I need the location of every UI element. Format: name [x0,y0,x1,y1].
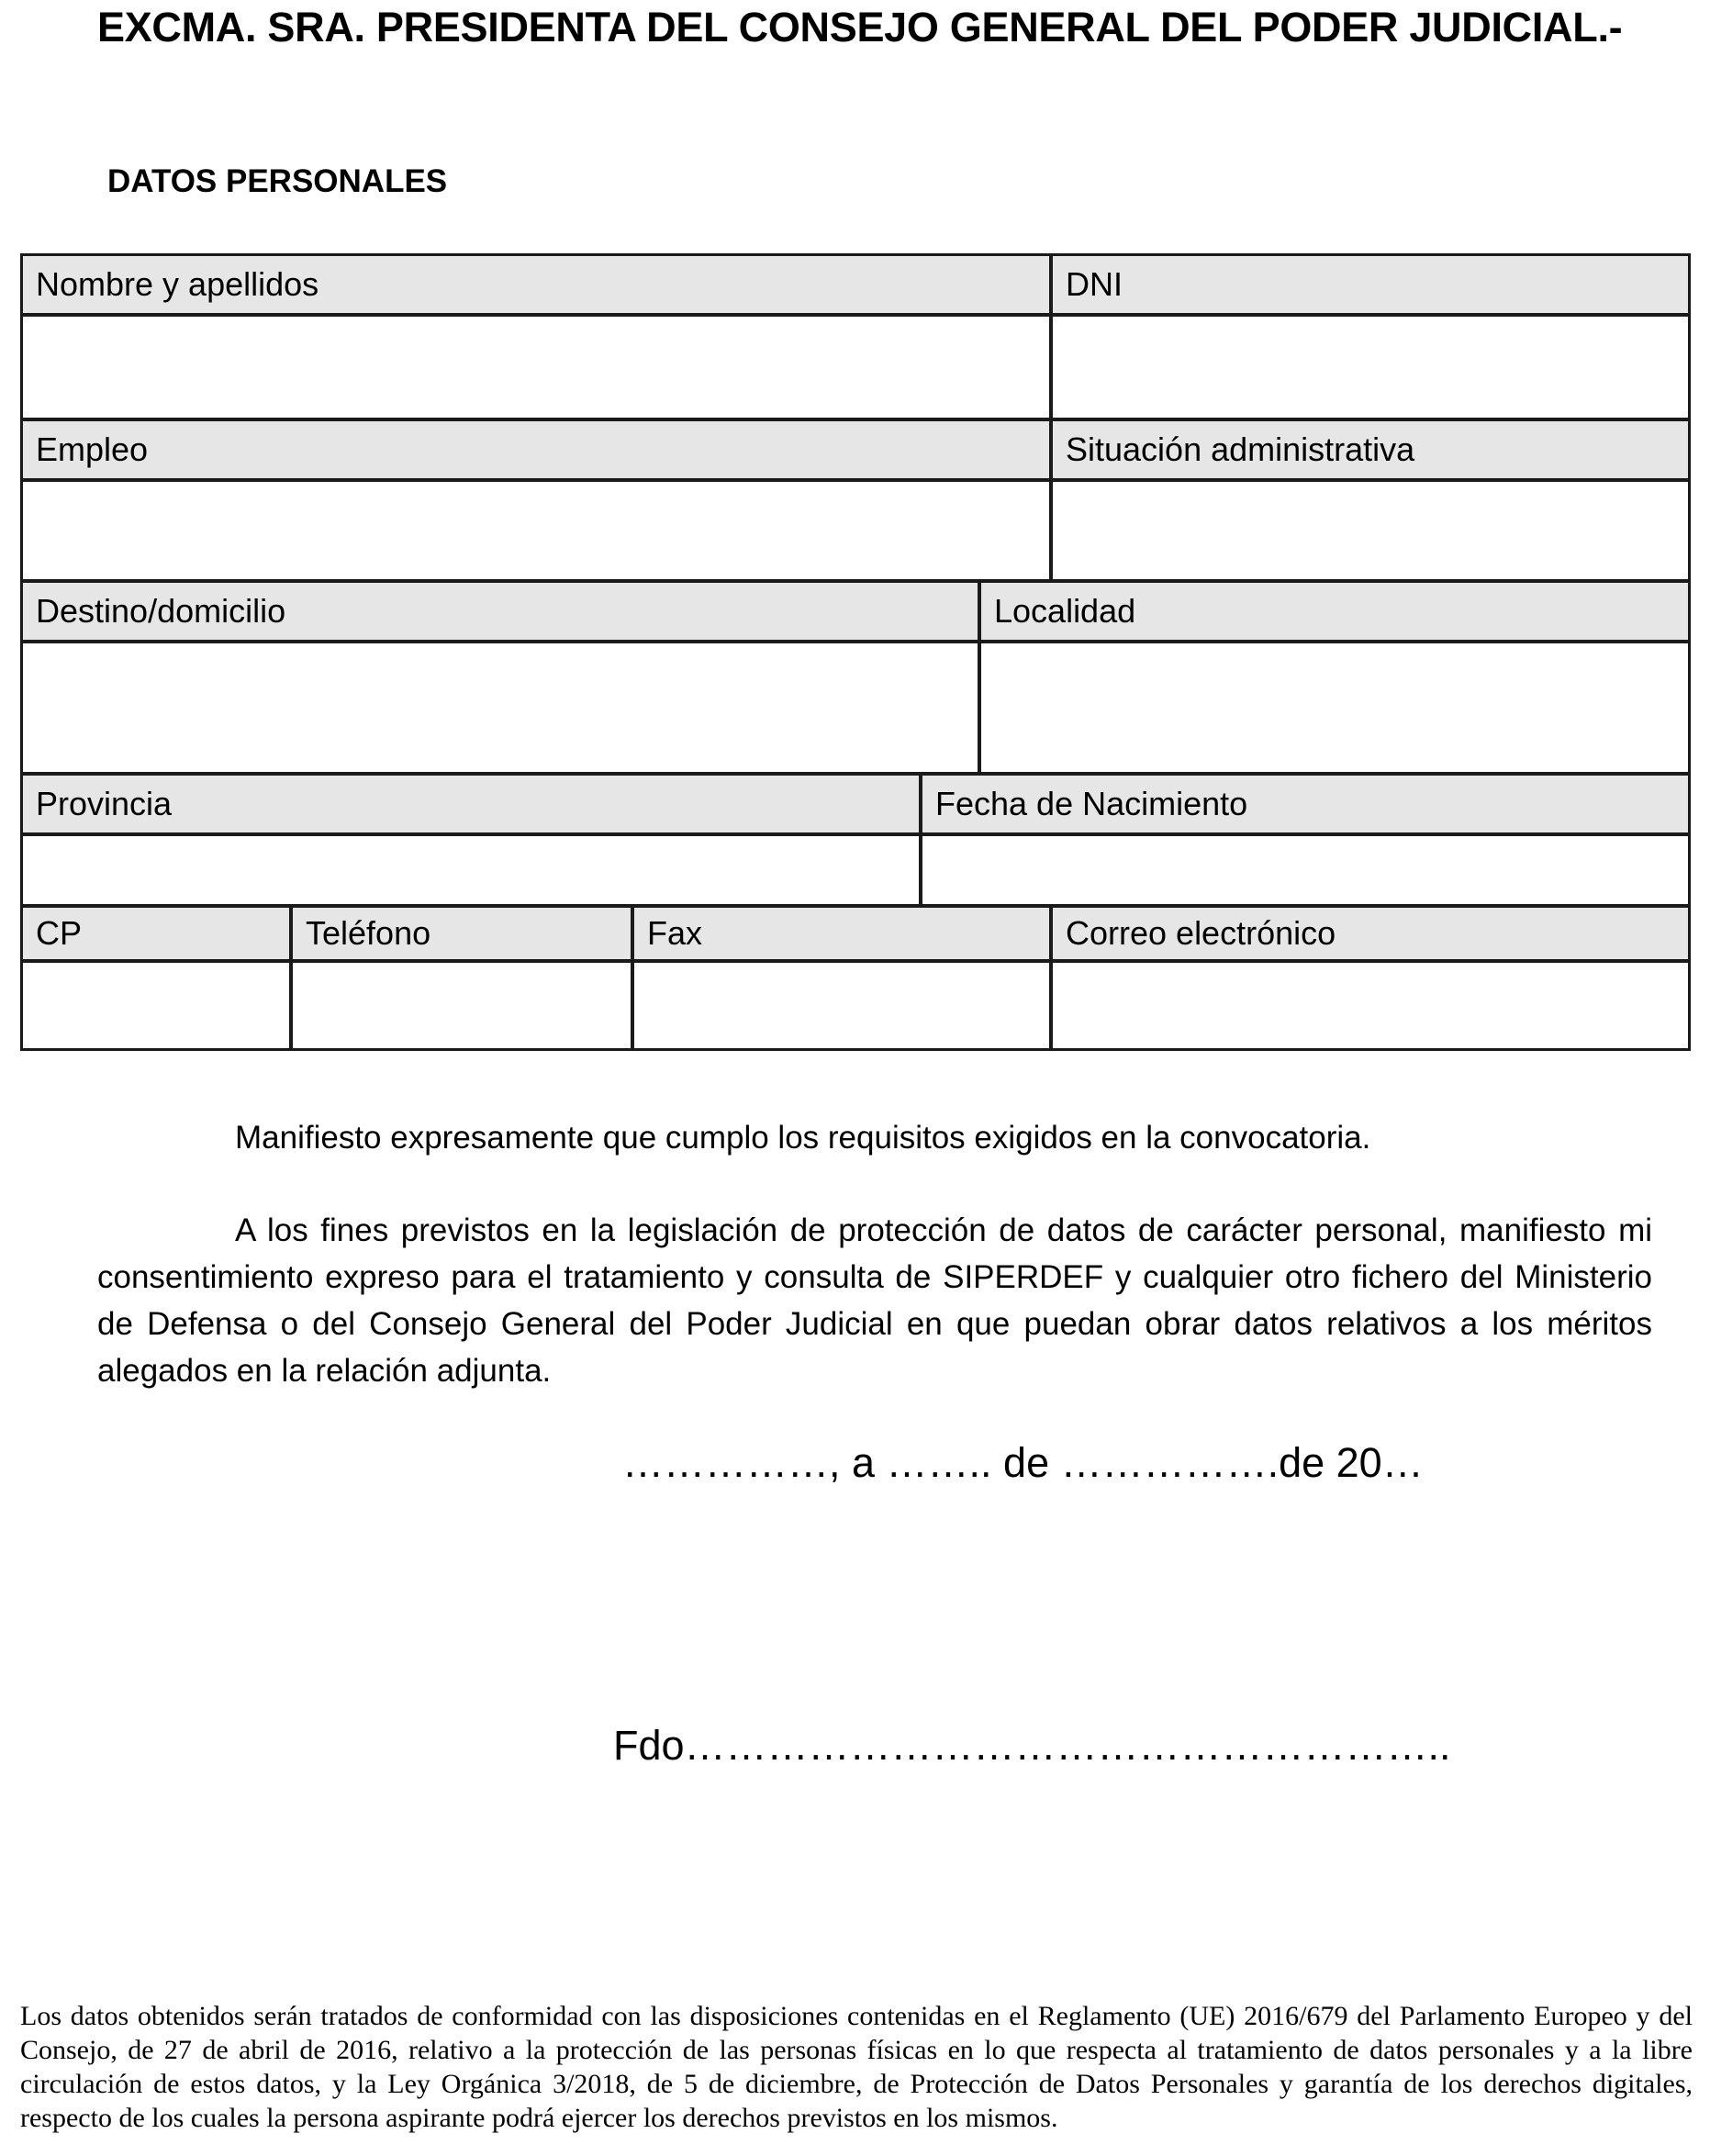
date-line: ……………, a …….. de …………….de 20… [622,1439,1424,1486]
document-title: EXCMA. SRA. PRESIDENTA DEL CONSEJO GENERAL DEL PODER JUDICIAL.- [97,4,1623,50]
fax-label: Fax [632,906,1051,961]
personal-data-form [20,253,1691,1051]
section-title-personal-data: DATOS PERSONALES [107,163,448,199]
telefono-label: Teléfono [291,906,632,961]
correo-label: Correo electrónico [1051,906,1690,961]
legal-notice: Los datos obtenidos serán tratados de conformidad con las disposiciones contenidas en el Reglamento (UE) 2016/679 del Parlamento Europeo y del Consejo, de 27 de abril de 2016, relativo a la protección de las personas físicas en lo que respecta al tratamiento de datos personales y a la libre circulación de estos datos, y la Ley Orgánica 3/2018, de 5 de diciembre, de Protección de Datos Personales y garantía de los derechos digitales, respecto de los cuales la persona aspirante podrá ejercer los derechos previstos en los mismos. [20,2001,1693,2133]
signature-line: Fdo……………………………………………….. [613,1722,1451,1769]
consent-statement: A los fines previstos en la legislación de protección de datos de carácter personal, manifiesto mi consentimiento expreso para el tratamiento y consulta de SIPERDEF y cualquier otro fichero del Ministerio de Defensa o del Consejo General del Poder Judicial en que puedan obrar datos relativos a los méritos alegados en la relación adjunta. [97,1212,1652,1389]
provincia-field[interactable] [21,834,921,906]
localidad-field[interactable] [979,642,1690,774]
requirements-statement: Manifiesto expresamente que cumplo los requisitos exigidos en la convocatoria. [235,1120,1371,1156]
destino-label: Destino/domicilio [21,581,979,642]
nombre-label: Nombre y apellidos [21,254,1051,315]
fecha-nacimiento-label: Fecha de Nacimiento [921,774,1690,834]
empleo-label: Empleo [21,419,1051,480]
situacion-label: Situación administrativa [1051,419,1690,480]
nombre-field[interactable] [21,315,1051,419]
correo-field[interactable] [1051,961,1690,1050]
destino-field[interactable] [21,642,979,774]
situacion-field[interactable] [1051,480,1690,581]
localidad-label: Localidad [979,581,1690,642]
fax-field[interactable] [632,961,1051,1050]
cp-field[interactable] [21,961,291,1050]
dni-field[interactable] [1051,315,1690,419]
fecha-nacimiento-field[interactable] [921,834,1690,906]
telefono-field[interactable] [291,961,632,1050]
cp-label: CP [21,906,291,961]
dni-label: DNI [1051,254,1690,315]
empleo-field[interactable] [21,480,1051,581]
provincia-label: Provincia [21,774,921,834]
